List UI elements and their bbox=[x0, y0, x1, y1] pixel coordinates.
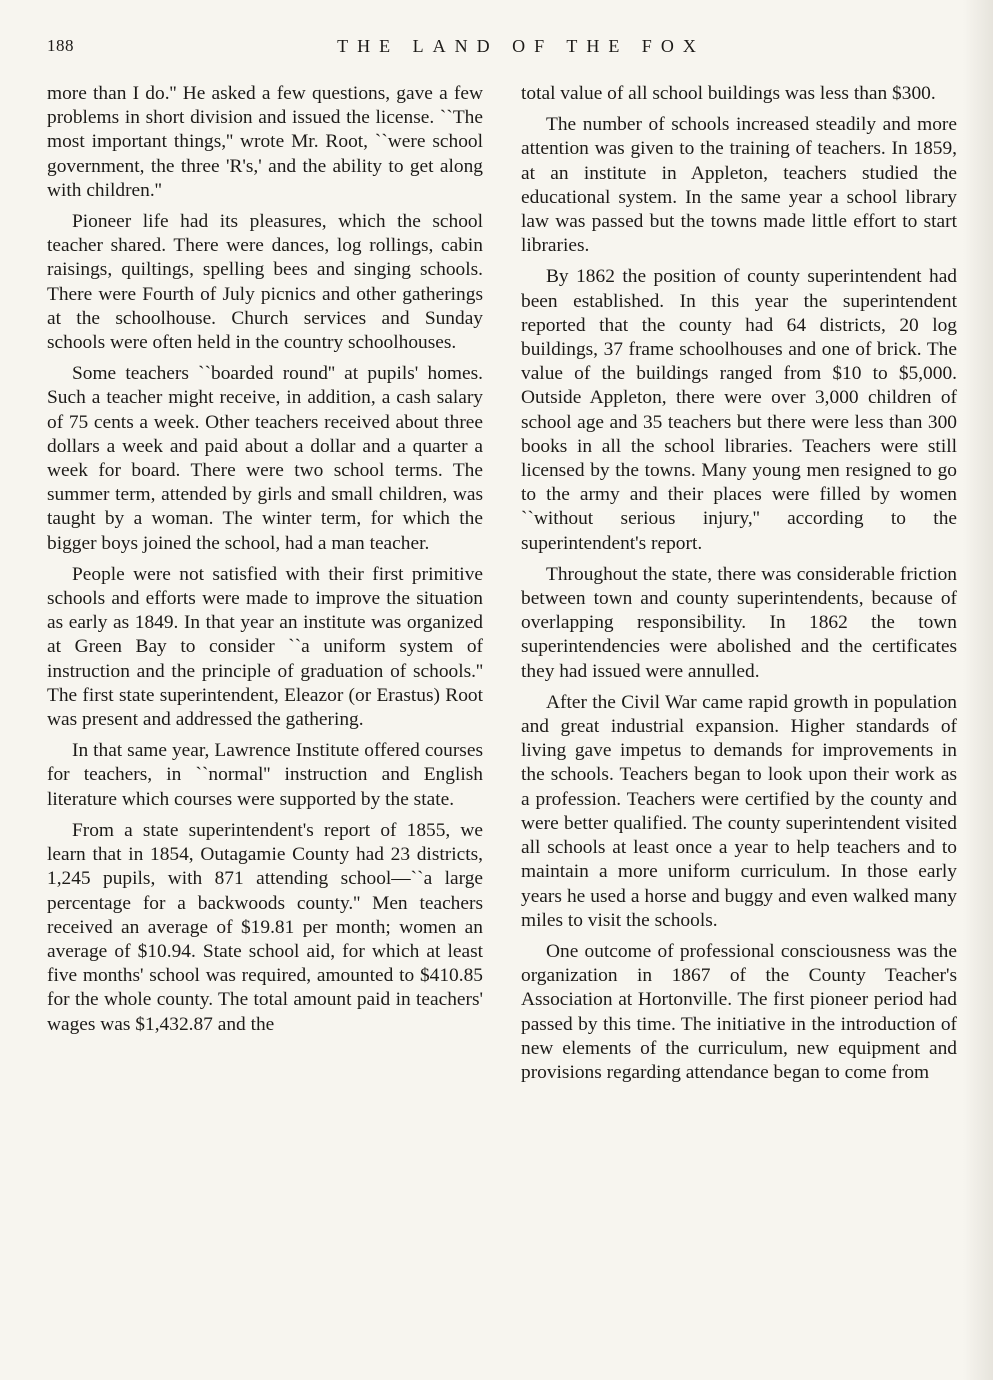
page-number: 188 bbox=[47, 36, 74, 55]
paragraph: Some teachers ``boarded round'' at pupils' homes. Such a teacher might receive, in addition, a cash salary of 75 cents a week. Other teachers received about three dollars a week and paid about a dollar and a quarter a week for board. There were two school terms. The summer term, attended by girls and small children, was taught by a woman. The winter term, for which the bigger boys joined the school, had a man teacher. bbox=[47, 363, 483, 554]
paragraph: more than I do.'' He asked a few questions, gave a few problems in short division and issued the license. ``The most important things,'' wrote Mr. Root, ``were school government, the three 'R's,' and the ability to get along with children.'' bbox=[47, 83, 483, 201]
paragraph: After the Civil War came rapid growth in population and great industrial expansion. Higher standards of living gave impetus to demands for improvements in the schools. Teachers began to look upon their work as a profession. Teachers were certified by the county and were better qualified. The county superintendent visited all schools at least once a year to help teachers and to maintain a more uniform curriculum. In those early years he used a horse and buggy and even walked many miles to visit the schools. bbox=[521, 691, 957, 931]
page-edge-shadow bbox=[963, 0, 993, 1380]
paragraph: Pioneer life had its pleasures, which the school teacher shared. There were dances, log rollings, cabin raisings, quiltings, spelling bees and singing schools. There were Fourth of July picnics and other gatherings at the schoolhouse. Church services and Sunday schools were often held in the country schoolhouses. bbox=[47, 211, 483, 354]
paragraph: People were not satisfied with their first primitive schools and efforts were made to improve the situation as early as 1849. In that year an institute was organized at Green Bay to consider ``a uniform system of instruction and the principle of graduation of schools.'' The first state superintendent, Eleazor (or Erastus) Root was present and addressed the gathering. bbox=[47, 563, 483, 731]
right-column bbox=[521, 82, 957, 1092]
paragraph: By 1862 the position of county superintendent had been established. In this year the superintendent reported that the county had 64 districts, 20 log buildings, 37 frame schoolhouses and one of brick. The value of the buildings ranged from $10 to $5,000. Outside Appleton, there were over 3,000 children of school age and 35 teachers but there were less than 300 books in all the school libraries. Teachers were still licensed by the towns. Many young men resigned to go to the army and their places were filled by women ``without serious injury,'' according to the superintendent's report. bbox=[521, 266, 957, 554]
paragraph: total value of all school buildings was less than $300. bbox=[521, 83, 936, 104]
paragraph: From a state superintendent's report of 1855, we learn that in 1854, Outagamie County had 23 districts, 1,245 pupils, with 871 attending school—``a large percentage for a backwoods county.'' Men teachers received an average of $19.81 per month; women an average of $10.94. State school aid, for which at least five months' school was required, amounted to $410.85 for the whole county. The total amount paid in teachers' wages was $1,432.87 and the bbox=[47, 819, 483, 1035]
left-column bbox=[47, 82, 483, 1044]
page-header bbox=[47, 36, 955, 58]
paragraph: One outcome of professional consciousness was the organization in 1867 of the County Teacher's Association at Hortonville. The first pioneer period had passed by this time. The initiative in the introduction of new elements of the curriculum, new equipment and provisions regarding attendance began to come from bbox=[521, 940, 957, 1083]
paragraph: In that same year, Lawrence Institute offered courses for teachers, in ``normal'' instruction and English literature which courses were supported by the state. bbox=[47, 740, 483, 810]
running-title: THE LAND OF THE FOX bbox=[337, 36, 705, 56]
paragraph: Throughout the state, there was considerable friction between town and county superintendents, because of overlapping responsibility. In 1862 the town superintendencies were abolished and the certificates they had issued were annulled. bbox=[521, 563, 957, 682]
paragraph: The number of schools increased steadily and more attention was given to the training of teachers. In 1859, at an institute in Appleton, teachers studied the educational system. In the same year a school library law was passed but the towns made little effort to start libraries. bbox=[521, 114, 957, 257]
